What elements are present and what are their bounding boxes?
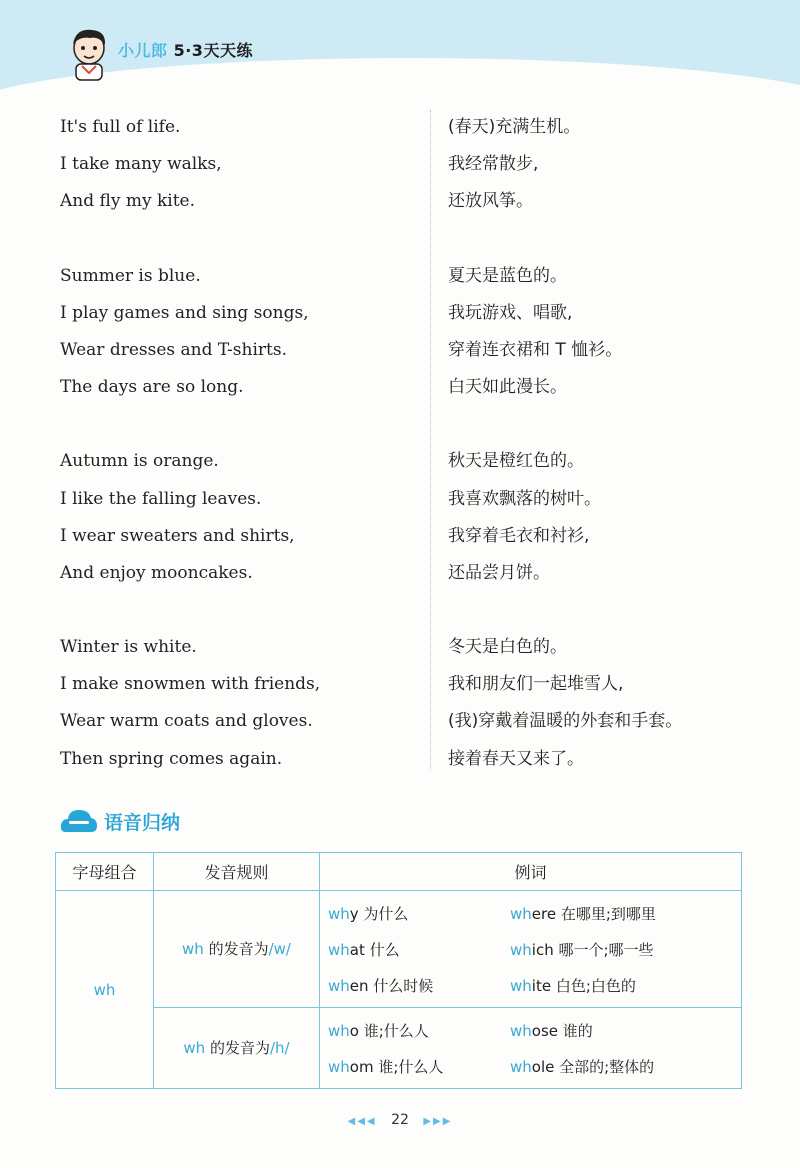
word-highlight: wh xyxy=(510,940,532,959)
word-highlight: wh xyxy=(510,1057,532,1076)
word-highlight: wh xyxy=(328,904,350,923)
table-row xyxy=(56,891,742,1008)
poem-line-zh: 我玩游戏、唱歌, xyxy=(448,302,573,323)
page-number: 22 xyxy=(391,1112,409,1128)
poem-line-zh: 我和朋友们一起堆雪人, xyxy=(448,674,624,695)
word-rest: en 什么时候 xyxy=(349,976,434,995)
rule-prefix: wh xyxy=(183,1039,206,1057)
rule-sound: /w/ xyxy=(268,940,291,958)
poem-line-zh: 接着春天又来了。 xyxy=(448,748,584,769)
letter-combo-cell: wh xyxy=(56,891,154,1089)
brand-main: 小儿郎 xyxy=(118,41,168,60)
example-word-row xyxy=(328,895,741,931)
table-header-row xyxy=(56,853,742,891)
poem-line-en: Wear warm coats and gloves. xyxy=(60,711,313,732)
poem-line-zh: 夏天是蓝色的。 xyxy=(448,265,567,286)
poem-line-zh: 我经常散步, xyxy=(448,154,539,175)
word-highlight: wh xyxy=(510,976,532,995)
word-rest: ole 全部的;整体的 xyxy=(531,1057,655,1076)
word-highlight: wh xyxy=(328,940,350,959)
example-word xyxy=(328,975,510,996)
example-word xyxy=(510,903,692,924)
poem-line-en: I wear sweaters and shirts, xyxy=(60,525,295,546)
stanza-gap xyxy=(60,224,420,261)
section-heading xyxy=(60,804,180,838)
poem-line-en: Winter is white. xyxy=(60,637,197,658)
example-word-row xyxy=(328,1012,741,1048)
page-footer xyxy=(0,1112,800,1128)
rule-sound: /h/ xyxy=(269,1039,290,1057)
rule-cell xyxy=(154,1008,320,1089)
word-rest: om 谁;什么人 xyxy=(349,1057,444,1076)
word-rest: o 谁;什么人 xyxy=(349,1021,429,1040)
stanza-gap xyxy=(60,595,420,632)
example-word xyxy=(328,1056,510,1077)
column-divider xyxy=(430,110,431,770)
example-word xyxy=(328,939,510,960)
example-word-row xyxy=(328,967,741,1003)
example-word xyxy=(510,975,692,996)
word-highlight: wh xyxy=(328,1021,350,1040)
example-word-row xyxy=(328,1048,741,1084)
word-rest: ite 白色;白色的 xyxy=(531,976,636,995)
poem-line-en: I like the falling leaves. xyxy=(60,488,262,509)
poem-line-zh: 穿着连衣裙和 T 恤衫。 xyxy=(448,339,623,360)
poem-line-en: Wear dresses and T-shirts. xyxy=(60,339,287,360)
word-rest: ere 在哪里;到哪里 xyxy=(531,904,656,923)
rule-text: 的发音为 xyxy=(203,940,269,958)
boy-mascot-icon xyxy=(66,26,112,82)
rule-text: 的发音为 xyxy=(205,1039,270,1057)
header-rule: 发音规则 xyxy=(154,853,320,891)
poem-line-en: Then spring comes again. xyxy=(60,748,283,769)
section-title: 语音归纳 xyxy=(104,811,181,834)
poem-line-zh: (春天)充满生机。 xyxy=(448,117,581,137)
header-letter-combo: 字母组合 xyxy=(56,853,154,891)
example-word xyxy=(328,1020,510,1041)
poem-line-en: Autumn is orange. xyxy=(60,451,219,472)
example-word-row xyxy=(328,931,741,967)
example-word xyxy=(510,1020,692,1041)
cloud-icon xyxy=(60,808,98,834)
word-rest: ich 哪一个;哪一些 xyxy=(531,940,654,959)
poem-line-zh: 还品尝月饼。 xyxy=(448,562,550,583)
poem-line-zh: 还放风筝。 xyxy=(448,191,533,212)
rule-cell xyxy=(154,891,320,1008)
left-arrows-icon: ◀◀◀ xyxy=(347,1116,377,1127)
poem-chinese xyxy=(448,112,778,781)
brand-sub: 5·3天天练 xyxy=(173,41,253,60)
phonics-table xyxy=(55,852,742,1089)
example-word xyxy=(328,903,510,924)
word-highlight: wh xyxy=(510,904,532,923)
word-highlight: wh xyxy=(328,976,350,995)
poem-line-en: And enjoy mooncakes. xyxy=(60,562,253,583)
poem-line-zh: 白天如此漫长。 xyxy=(448,377,567,398)
poem-line-zh: 我穿着毛衣和衬衫, xyxy=(448,525,590,546)
word-highlight: wh xyxy=(510,1021,532,1040)
poem-line-en: I play games and sing songs, xyxy=(60,302,309,323)
stanza-gap xyxy=(448,224,778,261)
word-rest: at 什么 xyxy=(349,940,400,959)
poem-line-zh: 冬天是白色的。 xyxy=(448,637,567,658)
poem-line-zh: 我喜欢飘落的树叶。 xyxy=(448,488,601,509)
example-words-cell xyxy=(320,891,742,1008)
poem-line-en: The days are so long. xyxy=(60,377,244,398)
poem-line-zh: 秋天是橙红色的。 xyxy=(448,451,584,472)
poem-line-en: It's full of life. xyxy=(60,117,181,137)
poem-line-en: I take many walks, xyxy=(60,154,222,175)
brand-title xyxy=(118,38,253,61)
stanza-gap xyxy=(60,409,420,446)
header-examples: 例词 xyxy=(320,853,742,891)
poem-line-en: Summer is blue. xyxy=(60,265,201,286)
right-arrows-icon: ▶▶▶ xyxy=(423,1116,453,1127)
stanza-gap xyxy=(448,409,778,446)
example-words-cell xyxy=(320,1008,742,1089)
example-word xyxy=(510,939,692,960)
poem-line-zh: (我)穿戴着温暖的外套和手套。 xyxy=(448,711,683,732)
word-rest: ose 谁的 xyxy=(531,1021,593,1040)
poem-english xyxy=(60,112,420,781)
word-rest: y 为什么 xyxy=(349,904,409,923)
rule-prefix: wh xyxy=(182,940,204,958)
poem-line-en: And fly my kite. xyxy=(60,191,196,212)
stanza-gap xyxy=(448,595,778,632)
example-word xyxy=(510,1056,692,1077)
word-highlight: wh xyxy=(328,1057,350,1076)
table-row xyxy=(56,1008,742,1089)
poem-line-en: I make snowmen with friends, xyxy=(60,674,321,695)
